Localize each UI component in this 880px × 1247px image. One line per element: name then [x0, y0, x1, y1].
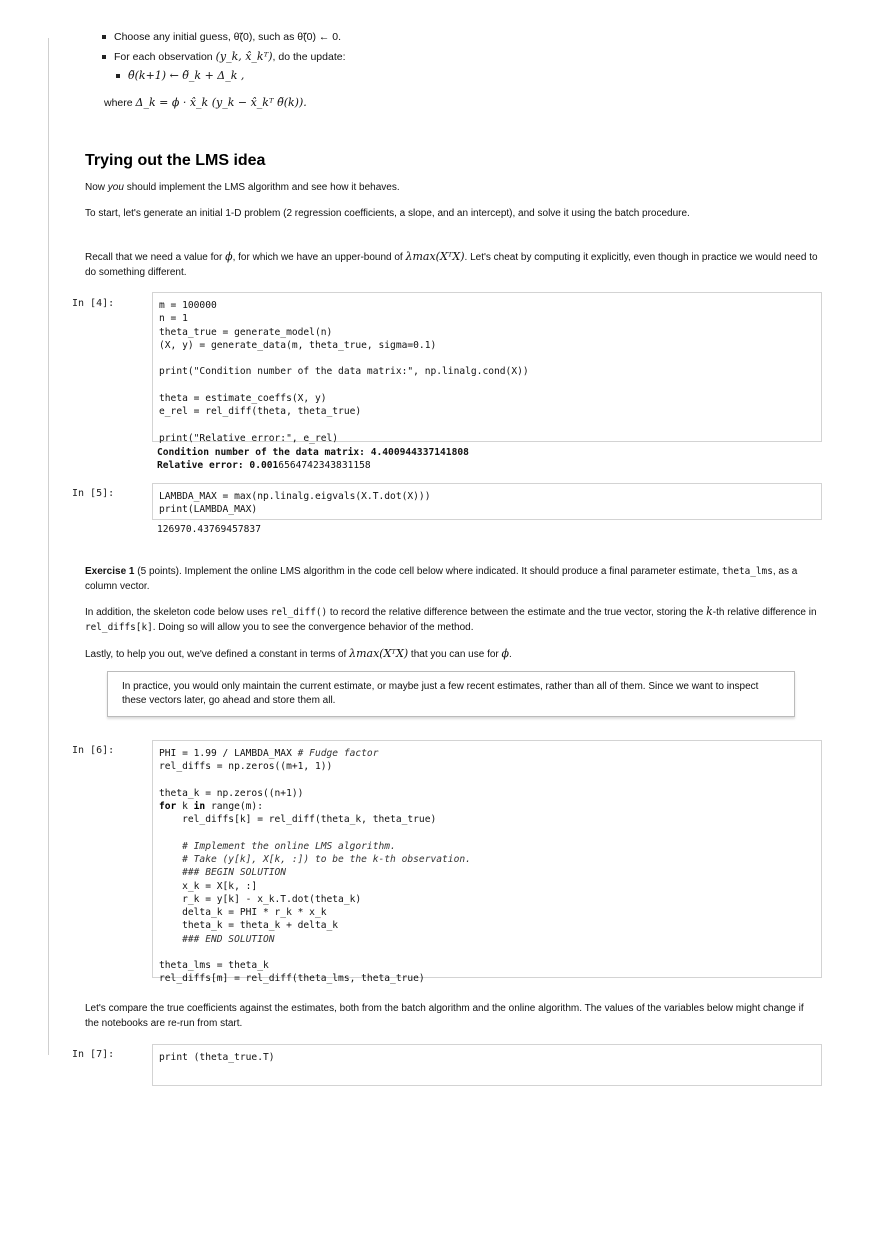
code-cell-5[interactable]: [152, 483, 822, 520]
where-delta: where Δ_k = ϕ · x̂_k (y_k − x̂_kᵀ θ̃(k)).: [104, 96, 307, 109]
paragraph-implement: Now you should implement the LMS algorithm and see how it behaves.: [85, 182, 400, 193]
cell-prompt: In [6]:: [72, 745, 115, 756]
bullet-dot-icon: [116, 74, 120, 78]
code-cell-6[interactable]: [152, 740, 822, 985]
bullet-each-observation: For each observation (y_k, x̂_kᵀ), do the update:: [102, 50, 346, 63]
code-text[interactable]: PHI = 1.99 / LAMBDA_MAX # Fudge factor rel_diffs = np.zeros((m+1, 1)) theta_k = np.zeros((n+1)) for k in range(m): rel_diffs[k] = rel_diff(theta_k, theta_true) # Implement the online LMS algorithm. # Take (y[k], X[k, :]) to be the k-th observation. ### BEGIN SOLUTION x_k = X[k, :] r_k = y[k] - x_k.T.dot(theta_k) delta_k = PHI * r_k * x_k theta_k = theta_k + delta_k ### END SOLUTION theta_lms = theta_k rel_diffs[m] = rel_diff(theta_lms, theta_true): [159, 748, 471, 985]
section-title: Trying out the LMS idea: [85, 152, 266, 169]
exercise-description: Exercise 1 (5 points). Implement the online LMS algorithm in the code cell below where indicated. It should produce a final parameter estimate, theta_lms, as a column vector.: [85, 566, 798, 592]
exercise-rel-diff: In addition, the skeleton code below uses rel_diff() to record the relative difference between the estimate and the true vector, storing the k-th relative difference in rel_diffs[k]. Doing so will allow you to see the convergence behavior of the method.: [85, 605, 817, 633]
cell-output: 126970.43769457837: [157, 524, 261, 535]
exercise-constant: Lastly, to help you out, we've defined a constant in terms of λmax(XᵀX) that you can use for ϕ.: [85, 647, 512, 660]
code-text[interactable]: LAMBDA_MAX = max(np.linalg.eigvals(X.T.dot(X))) print(LAMBDA_MAX): [159, 491, 431, 516]
practice-note-box: In practice, you would only maintain the current estimate, or maybe just a few recent estimates, rather than all of them. Since we want to inspect these vectors later, go ahead and store them all.: [107, 671, 795, 717]
code-cell-4[interactable]: [152, 292, 822, 442]
sub-bullet-update: θ̃(k+1) ← θ̃_k + Δ_k ,: [116, 69, 244, 82]
bullet-dot-icon: [102, 35, 106, 39]
code-text[interactable]: print (theta_true.T): [159, 1052, 275, 1063]
cell-output: Condition number of the data matrix: 4.400944337141808 Relative error: 0.0016564742343831158: [157, 447, 469, 471]
cell-prompt: In [4]:: [72, 298, 115, 309]
code-cell-7[interactable]: [152, 1044, 822, 1086]
cell-prompt: In [5]:: [72, 488, 115, 499]
bullet-initial-guess: Choose any initial guess, θ̃(0), such as θ̃(0) ← 0.: [102, 31, 341, 43]
paragraph-start: To start, let's generate an initial 1-D problem (2 regression coefficients, a slope, and an intercept), and solve it using the batch procedure.: [85, 208, 690, 219]
code-text[interactable]: m = 100000 n = 1 theta_true = generate_model(n) (X, y) = generate_data(m, theta_true, sigma=0.1) print("Condition number of the data matrix:", np.linalg.cond(X)) theta = estimate_coeffs(X, y) e_rel = rel_diff(theta, theta_true) print("Relative error:", e_rel): [159, 300, 529, 444]
paragraph-recall: Recall that we need a value for ϕ, for which we have an upper-bound of λmax(XᵀX). Let's cheat by computing it explicitly, even though in practice we would need to do something different.: [85, 250, 818, 278]
bullet-dot-icon: [102, 55, 106, 59]
cell-margin-line: [48, 38, 49, 1055]
notebook-content: [50, 0, 880, 1063]
paragraph-compare: Let's compare the true coefficients against the estimates, both from the batch algorithm and the online algorithm. The values of the variables below might change if the notebooks are re-run from start.: [85, 1003, 804, 1029]
cell-prompt: In [7]:: [72, 1049, 115, 1060]
